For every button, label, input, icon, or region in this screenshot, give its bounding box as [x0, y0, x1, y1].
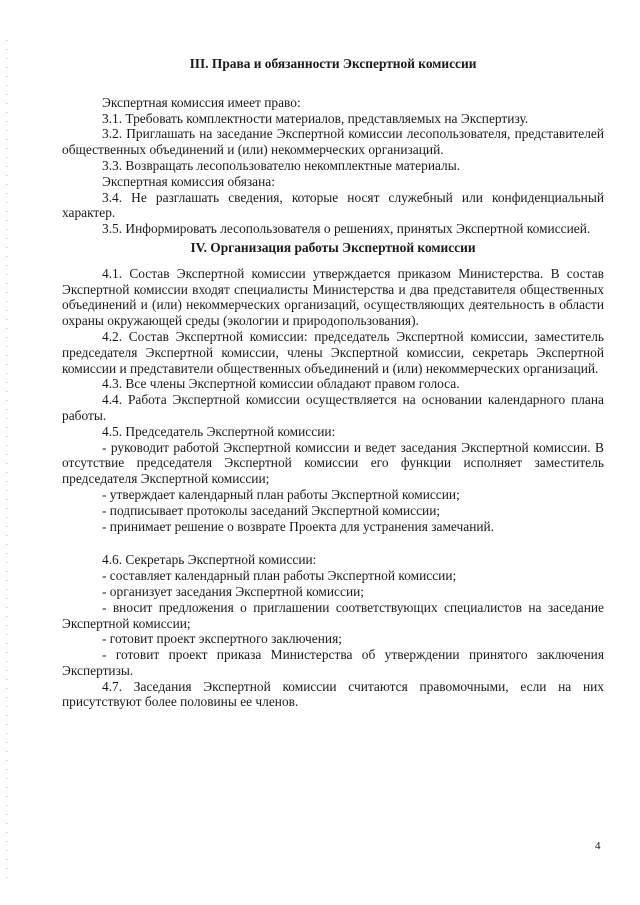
paragraph: 4.4. Работа Экспертной комиссии осуществляется на основании календарного плана работы. [62, 392, 604, 423]
list-item: - готовит проект приказа Министерства об утверждении принятого заключения Экспертизы. [62, 647, 604, 678]
paragraph: 3.1. Требовать комплектности материалов, представляемых на Экспертизу. [102, 110, 529, 126]
section-4-heading: IV. Организация работы Экспертной комиссии [190, 239, 476, 255]
list-item: - составляет календарный план работы Экспертной комиссии; [102, 568, 457, 584]
paragraph: 4.3. Все члены Экспертной комиссии обладают правом голоса. [102, 376, 460, 392]
paragraph: 3.5. Информировать лесопользователя о решениях, принятых Экспертной комиссией. [102, 221, 591, 237]
list-item: - утверждает календарный план работы Экспертной комиссии; [102, 486, 460, 502]
scan-margin-marks [6, 40, 8, 880]
paragraph: 3.3. Возвращать лесопользователю некомплектные материалы. [102, 157, 461, 173]
paragraph: 4.1. Состав Экспертной комиссии утверждается приказом Министерства. В состав Экспертной комиссии входят специалисты Министерства и два представителя общественных объединений и (или) некоммерческих организаций, осуществляющих деятельность в области охраны окружающей среды (экологии и природопользования). [62, 265, 604, 329]
paragraph: 3.2. Приглашать на заседание Экспертной комиссии лесопользователя, представителей общественных объединений и (или) некоммерческих организаций. [62, 126, 604, 158]
list-item: - организует заседания Экспертной комиссии; [102, 583, 364, 599]
list-item: - вносит предложения о приглашении соответствующих специалистов на заседание Экспертной комиссии; [62, 599, 604, 631]
list-item: - готовит проект экспертного заключения; [102, 631, 342, 647]
paragraph: 3.4. Не разглашать сведения, которые носят служебный или конфиденциальный характер. [62, 189, 604, 221]
paragraph: Экспертная комиссия обязана: [102, 173, 275, 189]
paragraph: 4.6. Секретарь Экспертной комиссии: [102, 552, 317, 568]
paragraph-spacer [62, 534, 604, 552]
document-page [62, 56, 604, 710]
paragraph: 4.2. Состав Экспертной комиссии: председатель Экспертной комиссии, заместитель председателя Экспертной комиссии, члены Экспертной комиссии, секретарь Экспертной комиссии и представители общественных объединений и (или) некоммерческих организаций. [62, 328, 604, 376]
list-item: - подписывает протоколы заседаний Экспертной комиссии; [102, 502, 441, 518]
list-item: - руководит работой Экспертной комиссии и ведет заседания Экспертной комиссии. В отсутствие председателя Экспертной комиссии его функции исполняет заместитель председателя Экспертной комиссии; [62, 439, 604, 487]
paragraph: Экспертная комиссия имеет право: [102, 94, 301, 110]
paragraph: 4.7. Заседания Экспертной комиссии считаются правомочными, если на них присутствуют более половины ее членов. [62, 678, 604, 710]
page-number: 4 [595, 840, 601, 852]
paragraph: 4.5. Председатель Экспертной комиссии: [102, 423, 336, 439]
list-item: - принимает решение о возврате Проекта для устранения замечаний. [102, 518, 495, 534]
section-3-heading: III. Права и обязанности Экспертной комиссии [189, 56, 477, 71]
